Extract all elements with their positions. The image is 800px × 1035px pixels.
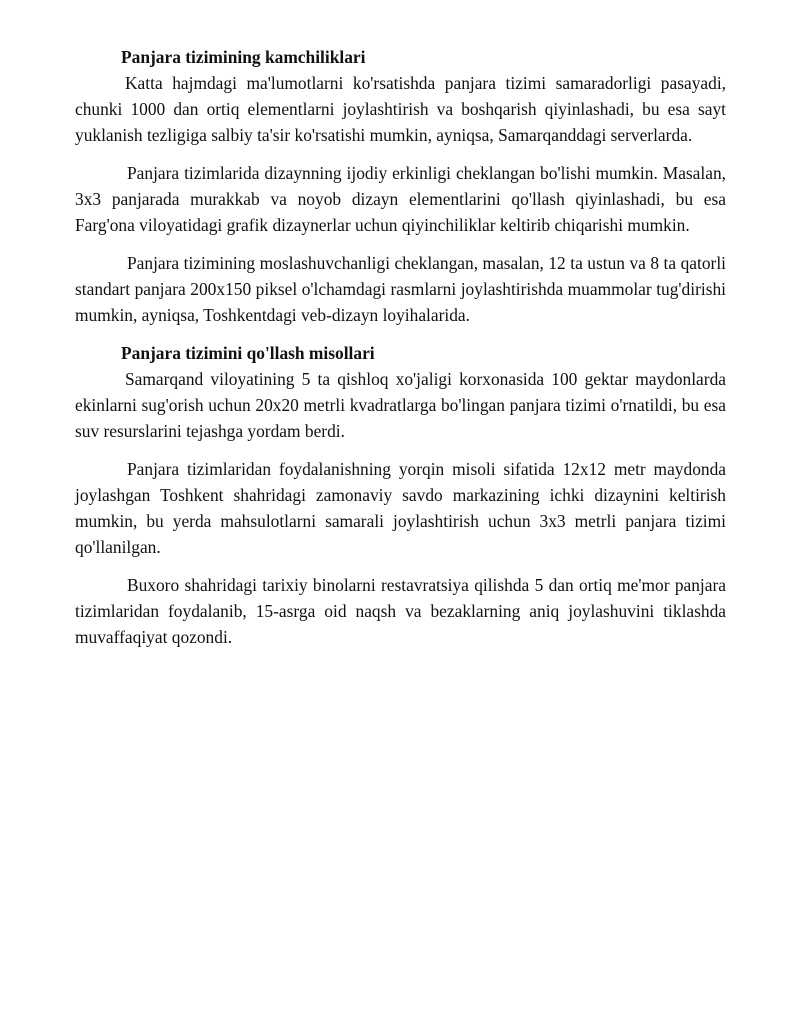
section-gap (75, 328, 726, 340)
section-heading: Panjara tizimining kamchiliklari (121, 47, 366, 67)
paragraph: Panjara tizimining moslashuvchanligi cheklangan, masalan, 12 ta ustun va 8 ta qatorli standart panjara 200x150 piksel o'lchamdagi rasmlarni joylashtirishda muammolar tug'dirishi mumkin, ayniqsa, Toshkentdagi veb-dizayn loyihalarida. (75, 253, 726, 325)
paragraph: Katta hajmdagi ma'lumotlarni ko'rsatishda panjara tizimi samaradorligi pasayadi, chunki 1000 dan ortiq elementlarni joylashtirish va boshqarish qiyinlashadi, bu esa sayt yuklanish tezligiga salbiy ta'sir ko'rsatishi mumkin, ayniqsa, Samarqanddagi serverlarda. (75, 73, 726, 145)
document-body (75, 44, 726, 650)
paragraph: Buxoro shahridagi tarixiy binolarni restavratsiya qilishda 5 dan ortiq me'mor panjara tizimlaridan foydalanib, 15-asrga oid naqsh va bezaklarning aniq joylashuvini tiklashda muvaffaqiyat qozondi. (75, 575, 726, 647)
paragraph: Panjara tizimlarida dizaynning ijodiy erkinligi cheklangan bo'lishi mumkin. Masalan, 3x3 panjarada murakkab va noyob dizayn elementlarini qo'llash qiyinlashadi, bu esa Farg'ona viloyatidagi grafik dizaynerlar uchun qiyinchiliklar keltirib chiqarishi mumkin. (75, 163, 726, 235)
paragraph-gap (75, 444, 726, 456)
paragraph-gap (75, 238, 726, 250)
paragraph: Samarqand viloyatining 5 ta qishloq xo'jaligi korxonasida 100 gektar maydonlarda ekinlarni sug'orish uchun 20x20 metrli kvadratlarga bo'lingan panjara tizimi o'rnatildi, bu esa suv resurslarini tejashga yordam berdi. (75, 369, 726, 441)
paragraph: Panjara tizimlaridan foydalanishning yorqin misoli sifatida 12x12 metr maydonda joylashgan Toshkent shahridagi zamonaviy savdo markazining ichki dizaynini keltirish mumkin, bu yerda mahsulotlarni samarali joylashtirish uchun 3x3 metrli panjara tizimi qo'llanilgan. (75, 459, 726, 557)
paragraph-gap (75, 148, 726, 160)
section-heading: Panjara tizimini qo'llash misollari (121, 343, 375, 363)
section-examples (75, 340, 726, 650)
paragraph-gap (75, 560, 726, 572)
section-disadvantages (75, 44, 726, 328)
